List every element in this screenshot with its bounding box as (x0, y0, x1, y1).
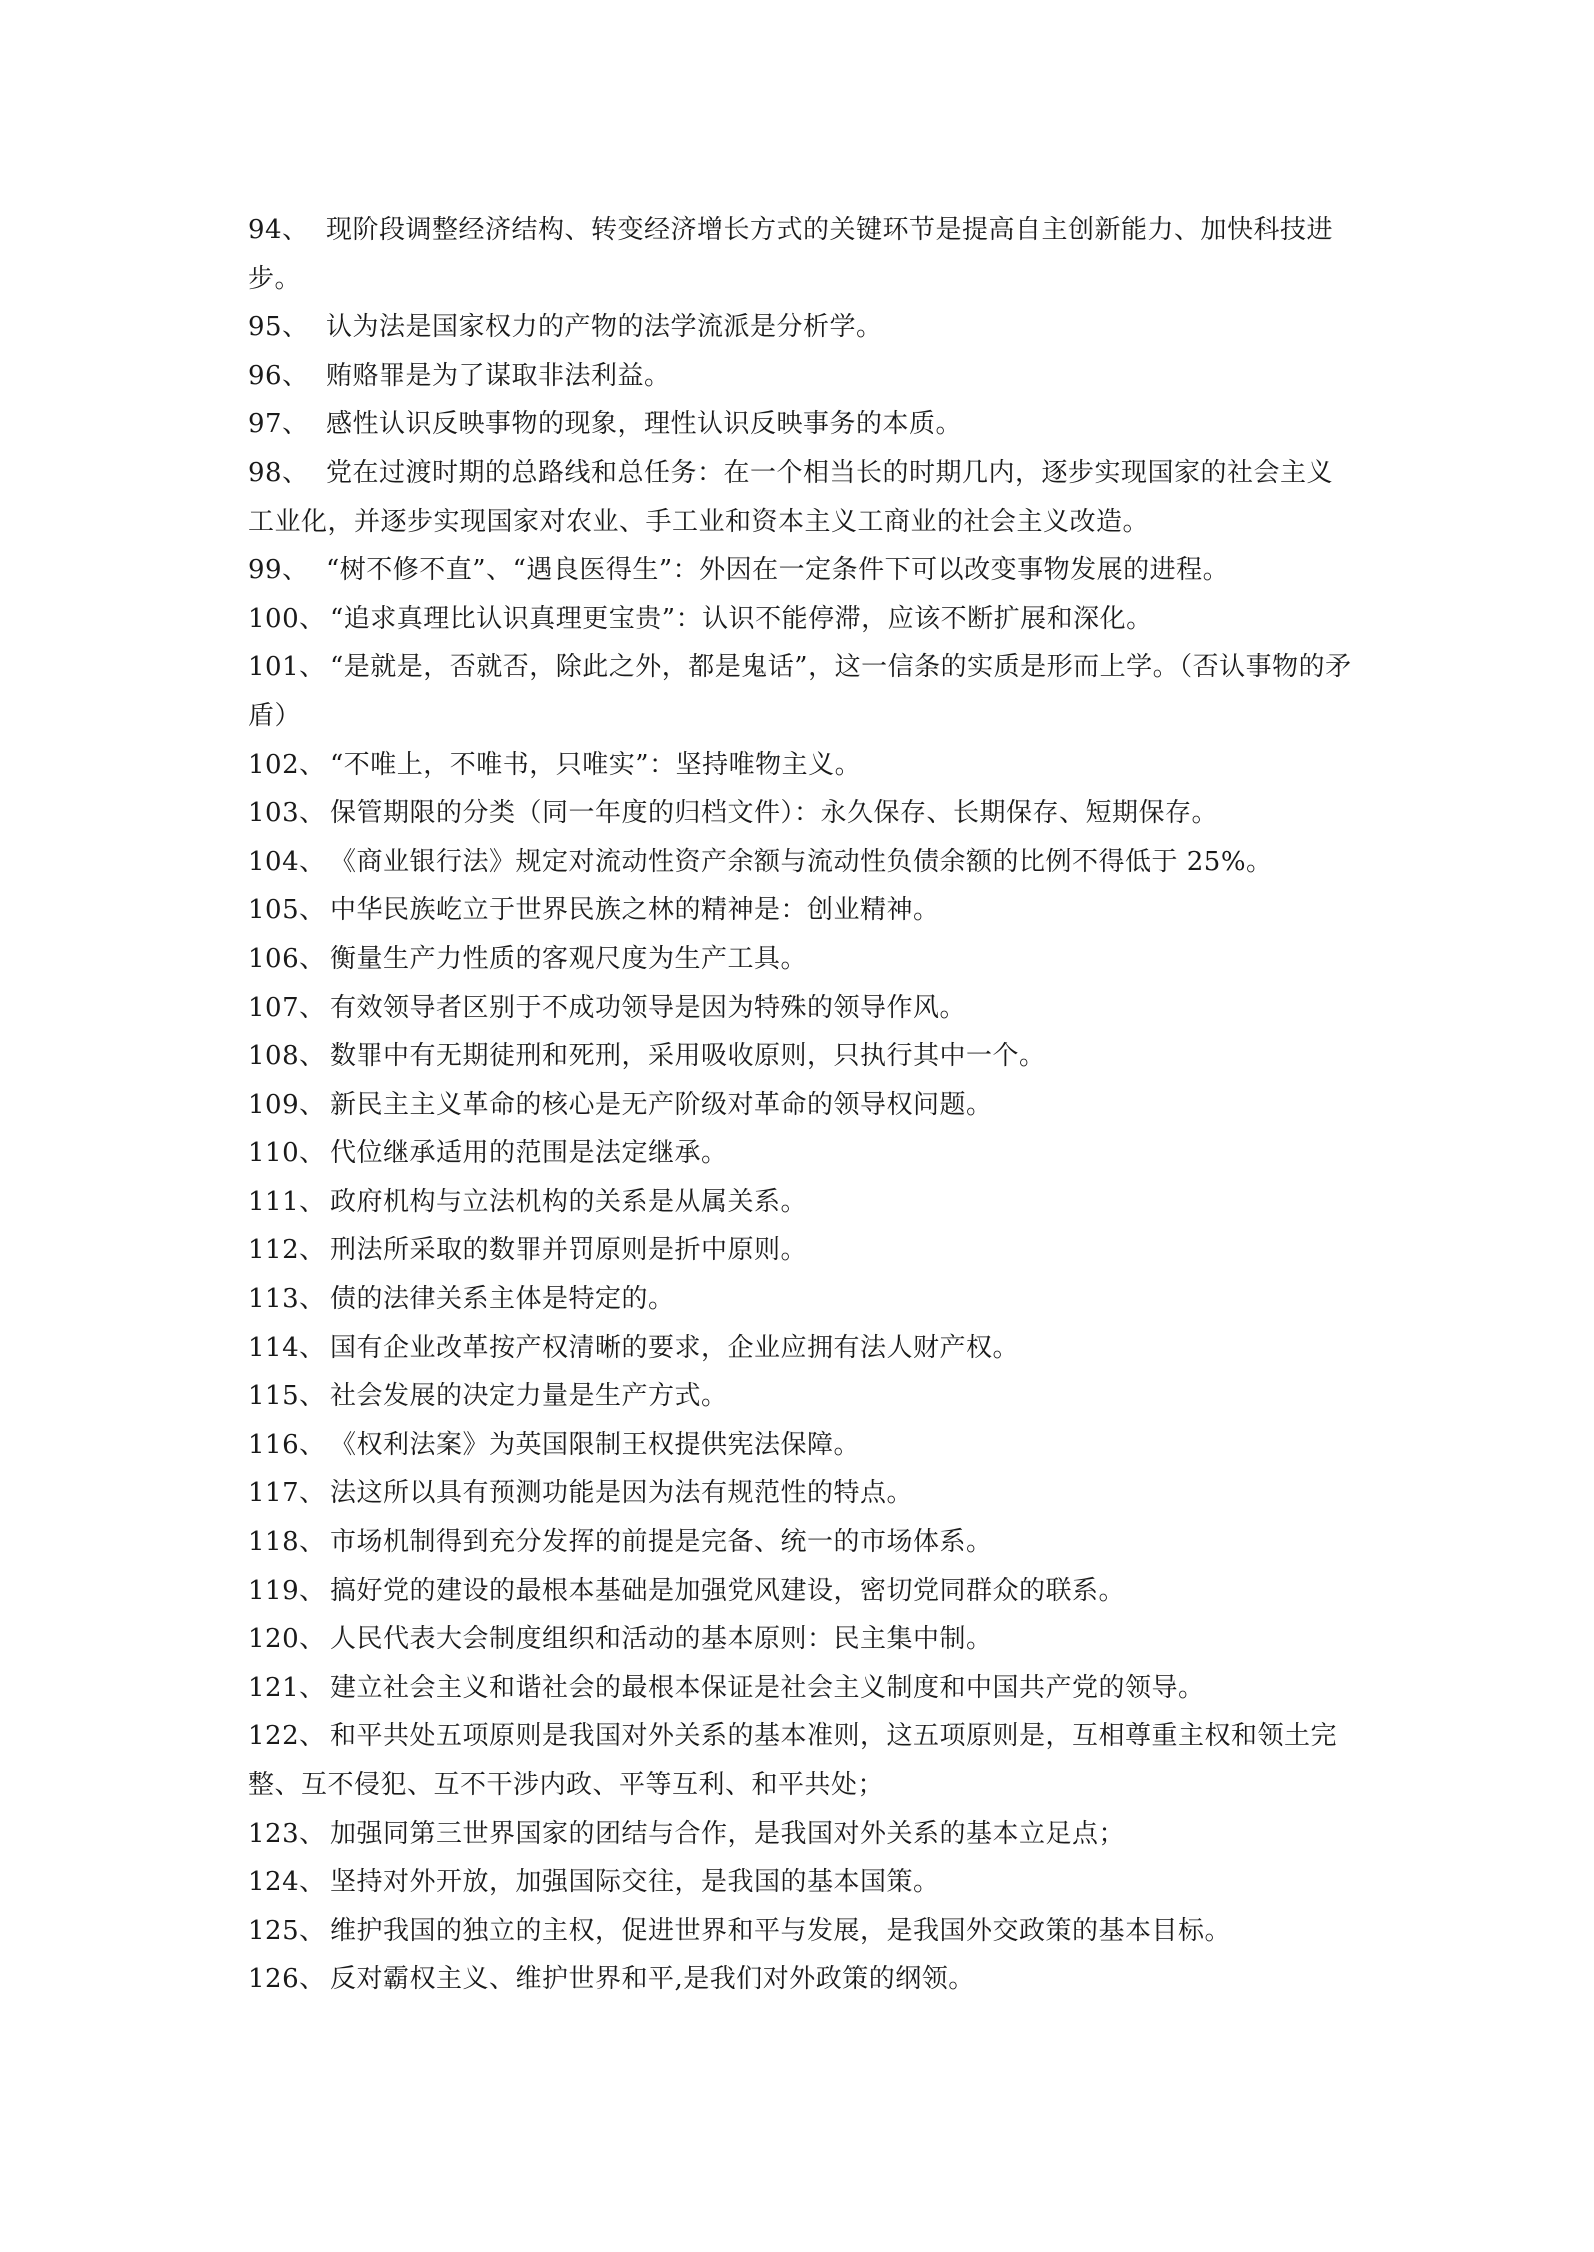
item-number: 109、 (248, 1089, 326, 1120)
item-number: 126、 (248, 1964, 326, 1995)
item-text: 现阶段调整经济结构、转变经济增长方式的关键环节是提高自主创新能力、加快科技进步。 (248, 215, 1334, 294)
item-number: 113、 (248, 1284, 326, 1315)
item-number: 112、 (248, 1235, 326, 1266)
item-text: 中华民族屹立于世界民族之林的精神是：创业精神。 (330, 895, 940, 926)
list-item (248, 1907, 1358, 1956)
item-text: 贿赂罪是为了谋取非法利益。 (326, 360, 671, 391)
item-text: “不唯上，不唯书，只唯实”：坚持唯物主义。 (330, 749, 862, 780)
item-text: 和平共处五项原则是我国对外关系的基本准则，这五项原则是，互相尊重主权和领土完整、互不侵犯、互不干涉内政、平等互利、和平共处； (248, 1721, 1338, 1800)
list-item (248, 206, 1358, 303)
item-number: 98、 (248, 457, 309, 488)
list-item (248, 400, 1358, 449)
item-number: 105、 (248, 895, 326, 926)
item-text: 维护我国的独立的主权，促进世界和平与发展，是我国外交政策的基本目标。 (330, 1915, 1232, 1946)
item-text: 感性认识反映事物的现象，理性认识反映事务的本质。 (326, 409, 963, 440)
item-text: 法这所以具有预测功能是因为法有规范性的特点。 (330, 1478, 914, 1509)
item-number: 100、 (248, 603, 326, 634)
item-text: 市场机制得到充分发挥的前提是完备、统一的市场体系。 (330, 1527, 993, 1558)
list-item (248, 1712, 1358, 1809)
item-text: “树不修不直”、“遇良医得生”：外因在一定条件下可以改变事物发展的进程。 (326, 555, 1230, 586)
item-number: 124、 (248, 1867, 326, 1898)
item-text: 坚持对外开放，加强国际交往，是我国的基本国策。 (330, 1867, 940, 1898)
list-item (248, 1469, 1358, 1518)
item-text: 国有企业改革按产权清晰的要求，企业应拥有法人财产权。 (330, 1332, 1020, 1363)
item-number: 122、 (248, 1721, 326, 1752)
item-text: 债的法律关系主体是特定的。 (330, 1284, 675, 1315)
item-text: 新民主主义革命的核心是无产阶级对革命的领导权问题。 (330, 1089, 993, 1120)
item-text: 搞好党的建设的最根本基础是加强党风建设，密切党同群众的联系。 (330, 1575, 1126, 1606)
item-text: 代位继承适用的范围是法定继承。 (330, 1138, 728, 1169)
item-number: 103、 (248, 798, 326, 829)
list-item (248, 1955, 1358, 2004)
list-item (248, 303, 1358, 352)
item-number: 118、 (248, 1527, 326, 1558)
item-text: 认为法是国家权力的产物的法学流派是分析学。 (326, 312, 883, 343)
item-number: 102、 (248, 749, 326, 780)
item-number: 96、 (248, 360, 309, 391)
list-item (248, 1226, 1358, 1275)
list-item (248, 1324, 1358, 1373)
list-item (248, 1275, 1358, 1324)
item-text: 有效领导者区别于不成功领导是因为特殊的领导作风。 (330, 992, 967, 1023)
item-number: 107、 (248, 992, 326, 1023)
item-text: 保管期限的分类（同一年度的归档文件）：永久保存、长期保存、短期保存。 (330, 798, 1219, 829)
item-text: 加强同第三世界国家的团结与合作，是我国对外关系的基本立足点； (330, 1818, 1126, 1849)
list-item (248, 595, 1358, 644)
numbered-list (248, 206, 1358, 2004)
item-text: 政府机构与立法机构的关系是从属关系。 (330, 1186, 808, 1217)
item-text: “追求真理比认识真理更宝贵”：认识不能停滞，应该不断扩展和深化。 (330, 603, 1153, 634)
item-number: 108、 (248, 1041, 326, 1072)
item-number: 110、 (248, 1138, 326, 1169)
list-item (248, 984, 1358, 1033)
item-text: 人民代表大会制度组织和活动的基本原则：民主集中制。 (330, 1624, 993, 1655)
item-text: 《商业银行法》规定对流动性资产余额与流动性负债余额的比例不得低于 25%。 (330, 846, 1273, 877)
list-item (248, 1372, 1358, 1421)
list-item (248, 1081, 1358, 1130)
list-item (248, 449, 1358, 546)
item-text: 《权利法案》为英国限制王权提供宪法保障。 (330, 1429, 861, 1460)
item-number: 125、 (248, 1915, 326, 1946)
item-text: 衡量生产力性质的客观尺度为生产工具。 (330, 943, 808, 974)
list-item (248, 1421, 1358, 1470)
list-item (248, 1615, 1358, 1664)
item-number: 115、 (248, 1381, 326, 1412)
item-number: 94、 (248, 215, 309, 245)
list-item (248, 1567, 1358, 1616)
list-item (248, 546, 1358, 595)
item-number: 120、 (248, 1624, 326, 1655)
item-number: 114、 (248, 1332, 326, 1363)
item-number: 117、 (248, 1478, 326, 1509)
list-item (248, 789, 1358, 838)
item-text: 反对霸权主义、维护世界和平,是我们对外政策的纲领。 (330, 1964, 975, 1995)
item-number: 101、 (248, 652, 326, 683)
item-text: 建立社会主义和谐社会的最根本保证是社会主义制度和中国共产党的领导。 (330, 1672, 1205, 1703)
item-number: 111、 (248, 1186, 326, 1217)
item-number: 95、 (248, 312, 309, 343)
list-item (248, 1664, 1358, 1713)
list-item (248, 1518, 1358, 1567)
item-number: 97、 (248, 409, 309, 440)
list-item (248, 1032, 1358, 1081)
item-text: 刑法所采取的数罪并罚原则是折中原则。 (330, 1235, 808, 1266)
list-item (248, 886, 1358, 935)
item-number: 121、 (248, 1672, 326, 1703)
list-item (248, 1810, 1358, 1859)
item-number: 123、 (248, 1818, 326, 1849)
list-item (248, 1178, 1358, 1227)
item-text: 党在过渡时期的总路线和总任务：在一个相当长的时期几内，逐步实现国家的社会主义工业化，并逐步实现国家对农业、手工业和资本主义工商业的社会主义改造。 (248, 457, 1334, 537)
list-item (248, 1858, 1358, 1907)
item-number: 119、 (248, 1575, 326, 1606)
list-item (248, 1129, 1358, 1178)
list-item (248, 935, 1358, 984)
item-number: 99、 (248, 555, 309, 586)
list-item (248, 838, 1358, 887)
item-text: 数罪中有无期徒刑和死刑，采用吸收原则，只执行其中一个。 (330, 1041, 1046, 1072)
list-item (248, 352, 1358, 401)
item-text: “是就是，否就否，除此之外，都是鬼话”，这一信条的实质是形而上学。（否认事物的矛盾） (248, 652, 1352, 731)
item-number: 106、 (248, 943, 326, 974)
item-text: 社会发展的决定力量是生产方式。 (330, 1381, 728, 1412)
item-number: 116、 (248, 1429, 326, 1460)
list-item (248, 643, 1358, 740)
item-number: 104、 (248, 846, 326, 877)
list-item (248, 741, 1358, 790)
